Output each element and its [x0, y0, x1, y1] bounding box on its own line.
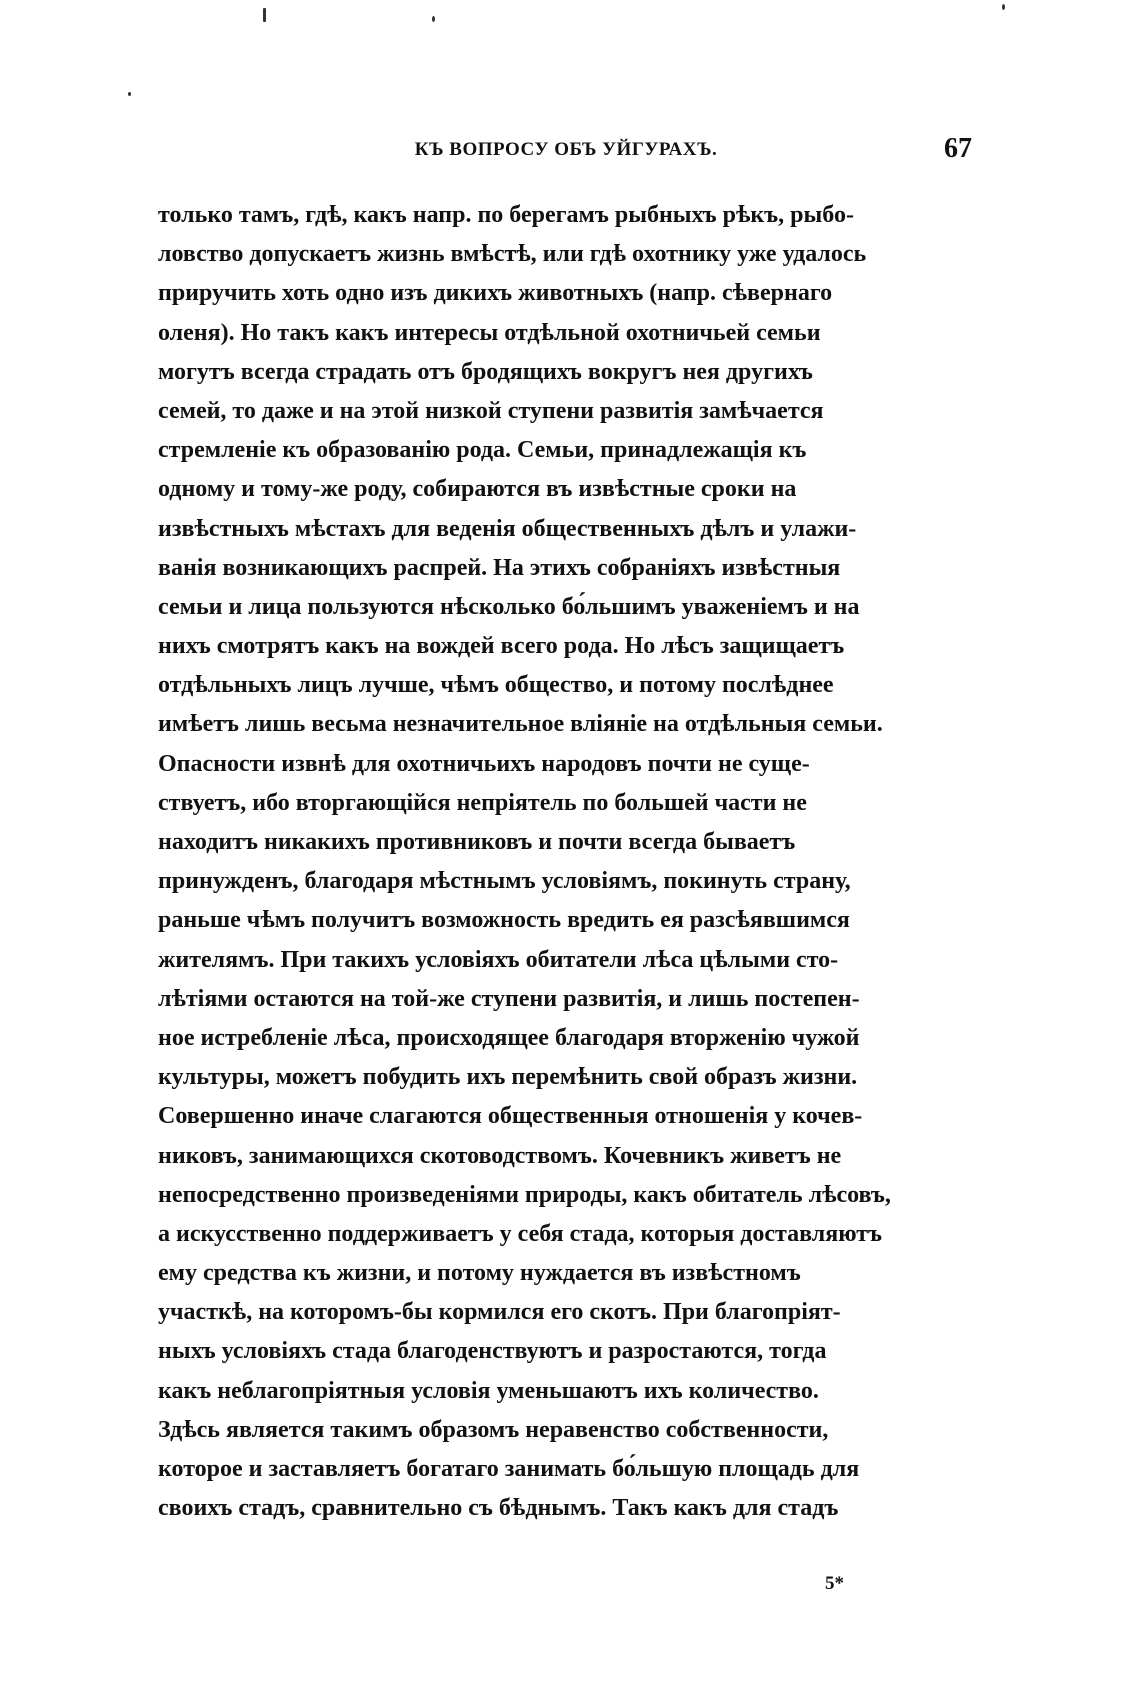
text-line: культуры, можетъ побудить ихъ перемѣнить свой образъ жизни. [158, 1064, 858, 1091]
text-line: ныхъ условіяхъ стада благоденствуютъ и разростаются, тогда [158, 1338, 827, 1365]
text-line: семей, то даже и на этой низкой ступени развитія замѣчается [158, 397, 824, 424]
text-line: непосредственно произведеніями природы, какъ обитатель лѣсовъ, [158, 1181, 891, 1208]
text-line: какъ неблагопріятныя условія уменьшаютъ ихъ количество. [158, 1377, 819, 1404]
text-line: ему средства къ жизни, и потому нуждается въ извѣстномъ [158, 1260, 801, 1287]
text-line: имѣетъ лишь весьма незначительное вліяніе на отдѣльныя семьи. [158, 711, 883, 738]
text-line: извѣстныхъ мѣстахъ для веденія общественныхъ дѣлъ и улажи- [158, 515, 857, 542]
text-line: только тамъ, гдѣ, какъ напр. по берегамъ рыбныхъ рѣкъ, рыбо- [158, 202, 854, 228]
text-line: а искусственно поддерживаетъ у себя стада, которыя доставляютъ [158, 1220, 883, 1247]
text-line: участкѣ, на которомъ-бы кормился его скотъ. При благопріят- [158, 1299, 841, 1326]
text-line: оленя). Но такъ какъ интересы отдѣльной охотничьей семьи [158, 319, 821, 346]
text-line: раньше чѣмъ получитъ возможность вредить ея разсѣявшимся [158, 907, 850, 934]
text-line: принужденъ, благодаря мѣстнымъ условіямъ, покинуть страну, [158, 868, 851, 895]
text-line: отдѣльныхъ лицъ лучше, чѣмъ общество, и потому послѣднее [158, 672, 834, 699]
text-line: одному и тому-же роду, собираются въ извѣстные сроки на [158, 476, 797, 503]
print-speck [263, 8, 266, 22]
text-line: Здѣсь является такимъ образомъ неравенство собственности, [158, 1416, 829, 1443]
print-speck [1002, 4, 1005, 10]
text-line: нихъ смотрятъ какъ на вождей всего рода. Но лѣсъ защищаетъ [158, 633, 845, 660]
print-speck [432, 16, 435, 22]
page-header [160, 133, 972, 173]
text-line: стремленіе къ образованію рода. Семьи, принадлежащія къ [158, 437, 807, 464]
text-line: находитъ никакихъ противниковъ и почти всегда бываетъ [158, 829, 796, 855]
text-line: ствуетъ, ибо вторгающійся непріятель по большей части не [158, 789, 807, 816]
print-speck [128, 92, 131, 96]
text-line: лѣтіями остаются на той-же ступени развитія, и лишь постепен- [158, 985, 860, 1012]
text-line: жителямъ. При такихъ условіяхъ обитатели лѣса цѣлыми сто- [158, 946, 839, 973]
text-line: приручить хоть одно изъ дикихъ животныхъ (напр. сѣвернаго [158, 280, 833, 307]
text-line: Совершенно иначе слагаются общественныя отношенія у кочев- [158, 1103, 863, 1130]
running-title: КЪ ВОПРОСУ ОБЪ УЙГУРАХЪ. [414, 139, 718, 160]
text-line: ванія возникающихъ распрей. На этихъ собраніяхъ извѣстныя [158, 554, 841, 581]
signature-mark: 5* [825, 1573, 844, 1594]
text-line: никовъ, занимающихся скотоводствомъ. Кочевникъ живетъ не [158, 1142, 842, 1169]
body-text [158, 196, 976, 1528]
text-line: которое и заставляетъ богатаго занимать бо́льшую площадь для [158, 1456, 860, 1482]
text-line: могутъ всегда страдать отъ бродящихъ вокругъ нея другихъ [158, 358, 813, 385]
text-line: семьи и лица пользуются нѣсколько бо́льшимъ уваженіемъ и на [158, 593, 860, 620]
text-line: ловство допускаетъ жизнь вмѣстѣ, или гдѣ охотнику уже удалось [158, 241, 867, 268]
text-line: своихъ стадъ, сравнительно съ бѣднымъ. Такъ какъ для стадъ [158, 1495, 839, 1522]
text-line: Опасности извнѣ для охотничьихъ народовъ почти не суще- [158, 750, 810, 777]
page-number: 67 [944, 133, 972, 164]
text-line: ное истребленіе лѣса, происходящее благодаря вторженію чужой [158, 1024, 860, 1051]
